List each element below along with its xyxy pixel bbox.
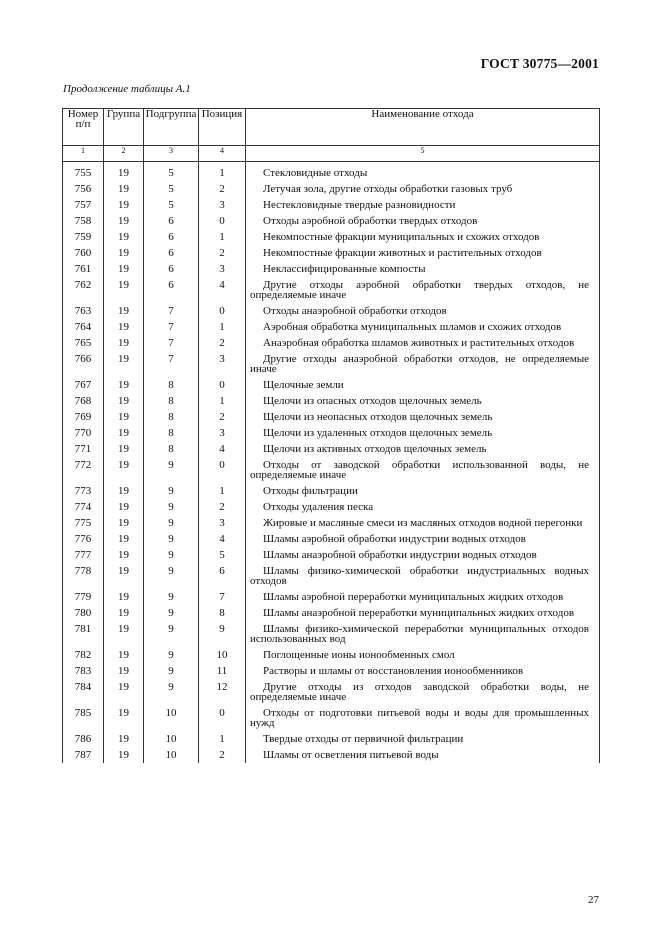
- row-number: 779: [63, 589, 104, 605]
- row-subgroup: 9: [144, 531, 199, 547]
- row-group: 19: [104, 229, 144, 245]
- row-subgroup: 10: [144, 731, 199, 747]
- row-waste-name: [246, 731, 600, 747]
- row-group: 19: [104, 377, 144, 393]
- waste-name-text: Отходы анаэробной обработки отходов: [263, 305, 447, 317]
- row-position: 12: [199, 679, 246, 705]
- row-position: 3: [199, 515, 246, 531]
- table-row: [63, 547, 600, 563]
- row-position: 1: [199, 483, 246, 499]
- table-row: [63, 515, 600, 531]
- row-group: 19: [104, 425, 144, 441]
- row-group: 19: [104, 319, 144, 335]
- row-waste-name: [246, 277, 600, 303]
- waste-name-text: Твердые отходы от первичной фильтрации: [263, 733, 464, 745]
- row-waste-name: [246, 621, 600, 647]
- row-group: 19: [104, 531, 144, 547]
- waste-name-text: Аэробная обработка муниципальных шламов и схожих отходов: [263, 321, 562, 333]
- row-waste-name: [246, 663, 600, 679]
- row-waste-name: [246, 229, 600, 245]
- row-number: 758: [63, 213, 104, 229]
- waste-name-text: Другие отходы из отходов заводской обработки воды, не определяемые иначе: [250, 681, 589, 703]
- row-number: 783: [63, 663, 104, 679]
- row-group: 19: [104, 162, 144, 182]
- row-subgroup: 6: [144, 245, 199, 261]
- waste-name-text: Растворы и шламы от восстановления ионообменников: [263, 665, 524, 677]
- row-waste-name: [246, 441, 600, 457]
- row-subgroup: 9: [144, 483, 199, 499]
- waste-name-text: Отходы удаления песка: [263, 501, 374, 513]
- waste-name-text: Отходы аэробной обработки твердых отходов: [263, 215, 478, 227]
- row-subgroup: 10: [144, 747, 199, 763]
- row-number: 776: [63, 531, 104, 547]
- row-group: 19: [104, 499, 144, 515]
- row-group: 19: [104, 277, 144, 303]
- row-group: 19: [104, 335, 144, 351]
- row-waste-name: [246, 747, 600, 763]
- row-subgroup: 9: [144, 605, 199, 621]
- row-number: 761: [63, 261, 104, 277]
- row-group: 19: [104, 351, 144, 377]
- row-position: 8: [199, 605, 246, 621]
- row-subgroup: 9: [144, 457, 199, 483]
- row-number: 775: [63, 515, 104, 531]
- table-row: [63, 277, 600, 303]
- row-group: 19: [104, 589, 144, 605]
- row-position: 1: [199, 229, 246, 245]
- row-group: 19: [104, 213, 144, 229]
- row-group: 19: [104, 409, 144, 425]
- row-subgroup: 8: [144, 409, 199, 425]
- row-group: 19: [104, 747, 144, 763]
- row-subgroup: 9: [144, 589, 199, 605]
- row-waste-name: [246, 563, 600, 589]
- header-index: 3: [144, 146, 199, 162]
- row-position: 3: [199, 425, 246, 441]
- table-row: [63, 531, 600, 547]
- waste-name-text: Неклассифицированные компосты: [263, 263, 426, 275]
- row-number: 757: [63, 197, 104, 213]
- row-number: 755: [63, 162, 104, 182]
- row-group: 19: [104, 731, 144, 747]
- table-row: [63, 213, 600, 229]
- waste-name-text: Щелочи из опасных отходов щелочных земель: [263, 395, 482, 407]
- table-row: [63, 663, 600, 679]
- table-row: [63, 351, 600, 377]
- waste-name-text: Шламы аэробной обработки индустрии водных отходов: [263, 533, 526, 545]
- table-row: [63, 483, 600, 499]
- waste-name-text: Летучая зола, другие отходы обработки газовых труб: [263, 183, 513, 195]
- row-waste-name: [246, 181, 600, 197]
- row-waste-name: [246, 515, 600, 531]
- table-row: [63, 409, 600, 425]
- waste-name-text: Некомпостные фракции животных и растительных отходов: [263, 247, 542, 259]
- table-row: [63, 747, 600, 763]
- page-number: 27: [588, 894, 599, 906]
- table-row: [63, 499, 600, 515]
- row-waste-name: [246, 162, 600, 182]
- row-subgroup: 5: [144, 181, 199, 197]
- row-subgroup: 9: [144, 679, 199, 705]
- table-row: [63, 589, 600, 605]
- row-group: 19: [104, 261, 144, 277]
- row-waste-name: [246, 483, 600, 499]
- row-number: 784: [63, 679, 104, 705]
- waste-name-text: Щелочи из неопасных отходов щелочных земель: [263, 411, 493, 423]
- table-row: [63, 377, 600, 393]
- waste-name-text: Шламы аэробной переработки муниципальных жидких отходов: [263, 591, 564, 603]
- row-group: 19: [104, 441, 144, 457]
- waste-name-text: Шламы от осветления питьевой воды: [263, 749, 439, 761]
- row-group: 19: [104, 621, 144, 647]
- row-number: 781: [63, 621, 104, 647]
- table-continuation-caption: Продолжение таблицы А.1: [63, 83, 191, 95]
- waste-name-text: Шламы анаэробной обработки индустрии водных отходов: [263, 549, 537, 561]
- row-group: 19: [104, 245, 144, 261]
- row-subgroup: 10: [144, 705, 199, 731]
- table-row: [63, 197, 600, 213]
- waste-name-text: Другие отходы аэробной обработки твердых отходов, не определяемые иначе: [250, 279, 589, 301]
- row-subgroup: 6: [144, 229, 199, 245]
- table-row: [63, 335, 600, 351]
- table-row: [63, 731, 600, 747]
- header-waste-name: Наименование отхода: [246, 109, 600, 146]
- table-row: [63, 245, 600, 261]
- waste-classification-table: [62, 108, 600, 763]
- row-waste-name: [246, 547, 600, 563]
- waste-name-text: Другие отходы анаэробной обработки отходов, не определяемые иначе: [250, 353, 589, 375]
- row-subgroup: 6: [144, 261, 199, 277]
- row-position: 0: [199, 705, 246, 731]
- row-waste-name: [246, 377, 600, 393]
- row-number: 766: [63, 351, 104, 377]
- row-waste-name: [246, 197, 600, 213]
- row-position: 2: [199, 747, 246, 763]
- waste-name-text: Щелочи из активных отходов щелочных земель: [263, 443, 487, 455]
- row-subgroup: 8: [144, 393, 199, 409]
- row-number: 782: [63, 647, 104, 663]
- table-row: [63, 457, 600, 483]
- row-number: 780: [63, 605, 104, 621]
- table-row: [63, 261, 600, 277]
- row-number: 769: [63, 409, 104, 425]
- table-row: [63, 705, 600, 731]
- header-position: Позиция: [199, 109, 246, 146]
- row-number: 765: [63, 335, 104, 351]
- row-number: 770: [63, 425, 104, 441]
- row-number: 771: [63, 441, 104, 457]
- table-row: [63, 441, 600, 457]
- waste-name-text: Анаэробная обработка шламов животных и растительных отходов: [263, 337, 575, 349]
- row-position: 3: [199, 197, 246, 213]
- table-row: [63, 393, 600, 409]
- row-number: 759: [63, 229, 104, 245]
- waste-name-text: Шламы физико-химической переработки муниципальных отходов использованных вод: [250, 623, 589, 645]
- row-group: 19: [104, 663, 144, 679]
- table-row: [63, 229, 600, 245]
- row-position: 1: [199, 731, 246, 747]
- row-number: 777: [63, 547, 104, 563]
- waste-name-text: Отходы фильтрации: [263, 485, 358, 497]
- row-subgroup: 7: [144, 335, 199, 351]
- table-row: [63, 647, 600, 663]
- row-waste-name: [246, 303, 600, 319]
- row-waste-name: [246, 589, 600, 605]
- row-number: 760: [63, 245, 104, 261]
- table-row: [63, 181, 600, 197]
- row-position: 1: [199, 162, 246, 182]
- row-group: 19: [104, 605, 144, 621]
- header-index: 1: [63, 146, 104, 162]
- row-subgroup: 9: [144, 515, 199, 531]
- row-position: 1: [199, 319, 246, 335]
- row-waste-name: [246, 213, 600, 229]
- row-position: 2: [199, 335, 246, 351]
- row-number: 785: [63, 705, 104, 731]
- header-index: 5: [246, 146, 600, 162]
- row-number: 767: [63, 377, 104, 393]
- waste-name-text: Отходы от заводской обработки использованной воды, не определяемые иначе: [250, 459, 589, 481]
- row-group: 19: [104, 197, 144, 213]
- row-number: 786: [63, 731, 104, 747]
- row-waste-name: [246, 705, 600, 731]
- row-position: 0: [199, 457, 246, 483]
- row-number: 764: [63, 319, 104, 335]
- row-position: 3: [199, 261, 246, 277]
- row-position: 11: [199, 663, 246, 679]
- row-group: 19: [104, 457, 144, 483]
- table-row: [63, 605, 600, 621]
- row-position: 2: [199, 409, 246, 425]
- row-group: 19: [104, 547, 144, 563]
- row-group: 19: [104, 705, 144, 731]
- row-position: 0: [199, 213, 246, 229]
- row-number: 762: [63, 277, 104, 303]
- row-position: 2: [199, 499, 246, 515]
- row-subgroup: 8: [144, 425, 199, 441]
- table-body: [63, 162, 600, 764]
- row-waste-name: [246, 531, 600, 547]
- row-group: 19: [104, 515, 144, 531]
- row-number: 774: [63, 499, 104, 515]
- waste-name-text: Некомпостные фракции муниципальных и схожих отходов: [263, 231, 540, 243]
- row-number: 756: [63, 181, 104, 197]
- table-row: [63, 303, 600, 319]
- row-position: 9: [199, 621, 246, 647]
- row-waste-name: [246, 605, 600, 621]
- row-subgroup: 6: [144, 277, 199, 303]
- row-group: 19: [104, 647, 144, 663]
- row-position: 0: [199, 303, 246, 319]
- row-group: 19: [104, 181, 144, 197]
- waste-name-text: Жировые и масляные смеси из масляных отходов водной перегонки: [263, 517, 583, 529]
- row-waste-name: [246, 261, 600, 277]
- row-subgroup: 8: [144, 377, 199, 393]
- row-group: 19: [104, 679, 144, 705]
- row-waste-name: [246, 393, 600, 409]
- table-row: [63, 319, 600, 335]
- row-position: 4: [199, 441, 246, 457]
- row-position: 0: [199, 377, 246, 393]
- row-group: 19: [104, 563, 144, 589]
- row-subgroup: 9: [144, 547, 199, 563]
- row-position: 1: [199, 393, 246, 409]
- header-index: 2: [104, 146, 144, 162]
- header-subgroup: Подгруппа: [144, 109, 199, 146]
- waste-name-text: Щелочные земли: [263, 379, 344, 391]
- row-waste-name: [246, 425, 600, 441]
- waste-name-text: Поглощенные ионы ионообменных смол: [263, 649, 455, 661]
- row-subgroup: 5: [144, 162, 199, 182]
- row-group: 19: [104, 393, 144, 409]
- row-position: 10: [199, 647, 246, 663]
- row-subgroup: 7: [144, 351, 199, 377]
- row-position: 2: [199, 181, 246, 197]
- row-subgroup: 9: [144, 647, 199, 663]
- row-waste-name: [246, 457, 600, 483]
- row-group: 19: [104, 483, 144, 499]
- table-row: [63, 162, 600, 182]
- table-row: [63, 679, 600, 705]
- table-header: [63, 109, 600, 162]
- row-subgroup: 8: [144, 441, 199, 457]
- row-waste-name: [246, 245, 600, 261]
- row-waste-name: [246, 319, 600, 335]
- row-subgroup: 7: [144, 303, 199, 319]
- waste-name-text: Отходы от подготовки питьевой воды и воды для промышленных нужд: [250, 707, 589, 729]
- header-group: Группа: [104, 109, 144, 146]
- row-waste-name: [246, 679, 600, 705]
- row-number: 772: [63, 457, 104, 483]
- row-number: 768: [63, 393, 104, 409]
- row-number: 778: [63, 563, 104, 589]
- row-subgroup: 9: [144, 563, 199, 589]
- row-waste-name: [246, 499, 600, 515]
- row-position: 5: [199, 547, 246, 563]
- row-subgroup: 7: [144, 319, 199, 335]
- row-position: 2: [199, 245, 246, 261]
- waste-name-text: Щелочи из удаленных отходов щелочных земель: [263, 427, 493, 439]
- waste-name-text: Нестекловидные твердые разновидности: [263, 199, 456, 211]
- row-position: 4: [199, 531, 246, 547]
- row-number: 763: [63, 303, 104, 319]
- row-position: 6: [199, 563, 246, 589]
- row-position: 7: [199, 589, 246, 605]
- row-subgroup: 9: [144, 663, 199, 679]
- row-waste-name: [246, 647, 600, 663]
- table-row: [63, 621, 600, 647]
- table-row: [63, 563, 600, 589]
- row-waste-name: [246, 351, 600, 377]
- waste-name-text: Шламы анаэробной переработки муниципальных жидких отходов: [263, 607, 575, 619]
- row-number: 787: [63, 747, 104, 763]
- header-number: Номер п/п: [63, 109, 104, 146]
- row-group: 19: [104, 303, 144, 319]
- row-waste-name: [246, 335, 600, 351]
- standard-header: ГОСТ 30775—2001: [480, 56, 599, 71]
- row-subgroup: 9: [144, 621, 199, 647]
- row-waste-name: [246, 409, 600, 425]
- row-subgroup: 6: [144, 213, 199, 229]
- header-index: 4: [199, 146, 246, 162]
- table-row: [63, 425, 600, 441]
- row-position: 3: [199, 351, 246, 377]
- waste-name-text: Шламы физико-химической обработки индустриальных водных отходов: [250, 565, 589, 587]
- waste-name-text: Стекловидные отходы: [263, 167, 368, 179]
- row-subgroup: 9: [144, 499, 199, 515]
- row-subgroup: 5: [144, 197, 199, 213]
- row-number: 773: [63, 483, 104, 499]
- row-position: 4: [199, 277, 246, 303]
